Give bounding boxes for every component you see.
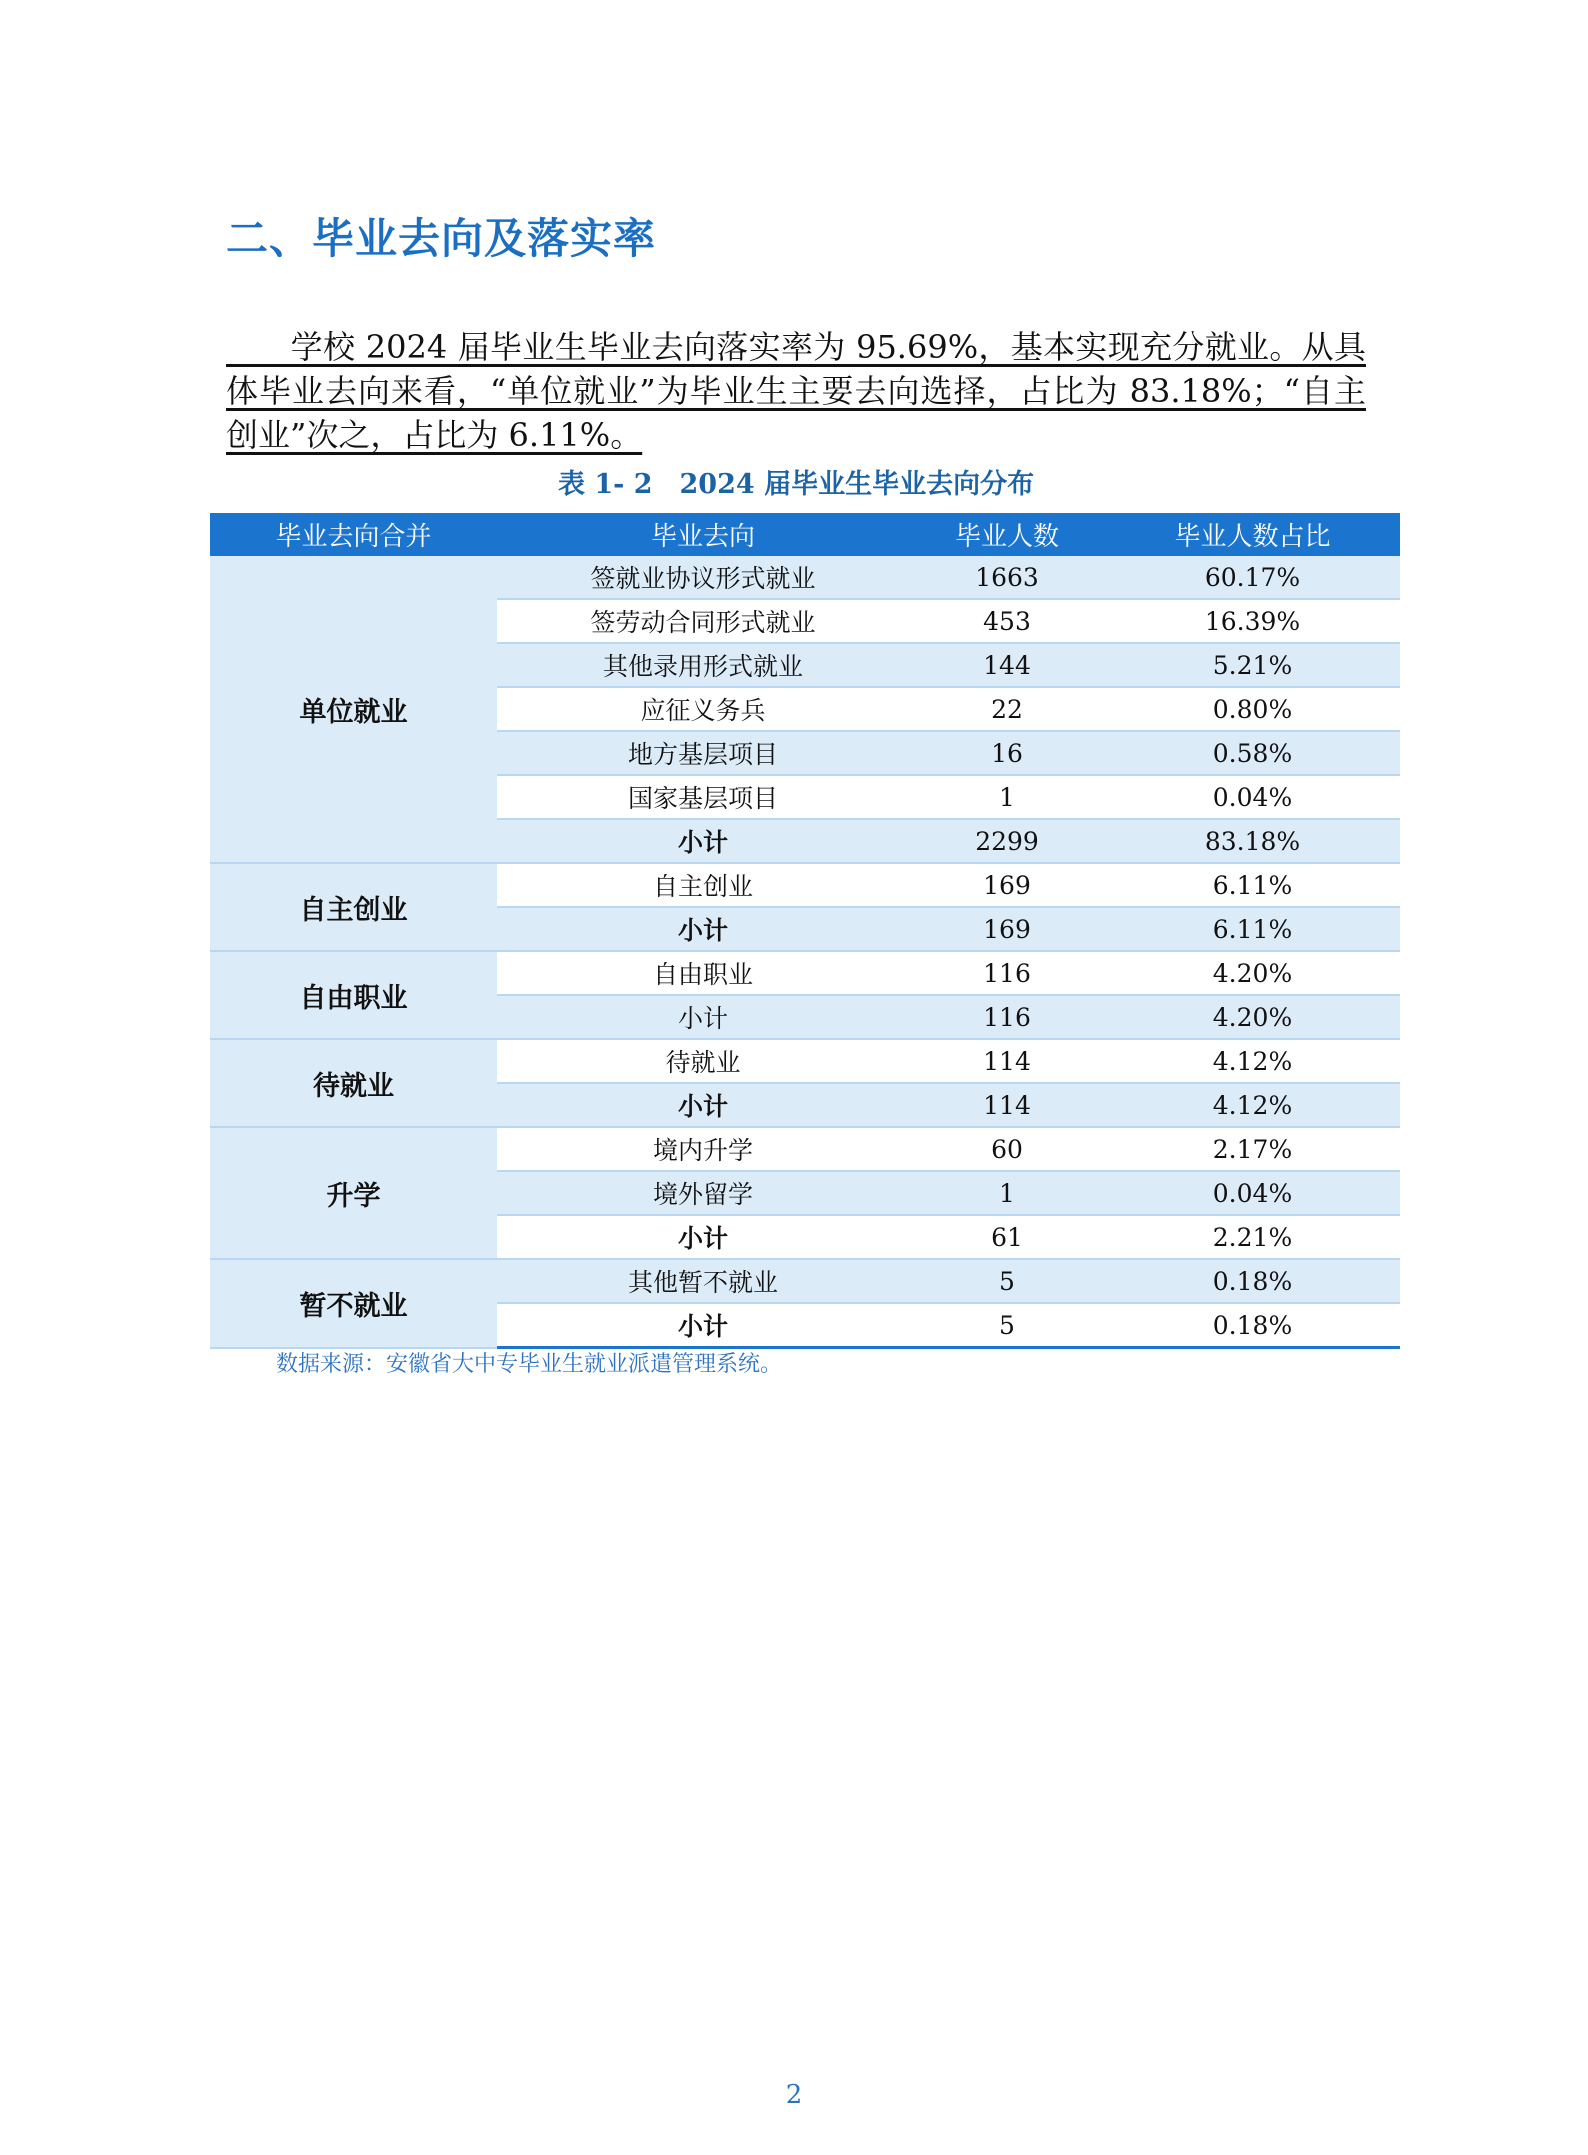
percent-cell: 0.04% [1105,1171,1400,1215]
summary-paragraph: 学校 2024 届毕业生毕业去向落实率为 95.69%，基本实现充分就业。从具体毕业去向来看，“单位就业”为毕业生主要去向选择，占比为 83.18%；“自主创业”次之，占比为 6.11%。 [226,328,1366,454]
destination-cell: 小计 [497,907,909,951]
destination-cell: 国家基层项目 [497,775,909,819]
table-header-row [210,513,1400,556]
count-cell: 5 [909,1259,1105,1303]
destination-cell: 小计 [497,1083,909,1127]
percent-cell: 4.20% [1105,995,1400,1039]
percent-cell: 0.18% [1105,1259,1400,1303]
destination-cell: 境外留学 [497,1171,909,1215]
destination-cell: 小计 [497,1215,909,1259]
count-cell: 169 [909,907,1105,951]
count-cell: 116 [909,951,1105,995]
count-cell: 144 [909,643,1105,687]
table-row [210,1127,1400,1171]
percent-cell: 0.18% [1105,1303,1400,1348]
group-name-cell: 待就业 [210,1039,497,1127]
table-caption: 表 1- 2 2024 届毕业生毕业去向分布 [557,469,1035,500]
destination-cell: 地方基层项目 [497,731,909,775]
percent-cell: 83.18% [1105,819,1400,863]
table-row [210,951,1400,995]
data-source-note: 数据来源：安徽省大中专毕业生就业派遣管理系统。 [276,1352,783,1377]
percent-cell: 0.80% [1105,687,1400,731]
count-cell: 16 [909,731,1105,775]
count-cell: 1 [909,775,1105,819]
percent-cell: 4.12% [1105,1039,1400,1083]
percent-cell: 6.11% [1105,907,1400,951]
destination-cell: 自主创业 [497,863,909,907]
count-cell: 61 [909,1215,1105,1259]
count-cell: 1 [909,1171,1105,1215]
destination-cell: 自由职业 [497,951,909,995]
destination-cell: 小计 [497,1303,909,1348]
percent-cell: 0.58% [1105,731,1400,775]
percent-cell: 60.17% [1105,556,1400,599]
group-name-cell: 单位就业 [210,556,497,863]
section-title: 二、毕业去向及落实率 [226,214,657,263]
percent-cell: 16.39% [1105,599,1400,643]
group-name-cell: 升学 [210,1127,497,1259]
count-cell: 169 [909,863,1105,907]
header-count: 毕业人数 [909,513,1105,556]
count-cell: 5 [909,1303,1105,1348]
group-name-cell: 暂不就业 [210,1259,497,1348]
header-percent: 毕业人数占比 [1105,513,1400,556]
percent-cell: 0.04% [1105,775,1400,819]
destination-cell: 小计 [497,819,909,863]
page-number: 2 [785,2080,803,2110]
percent-cell: 6.11% [1105,863,1400,907]
count-cell: 116 [909,995,1105,1039]
group-name-cell: 自主创业 [210,863,497,951]
table-row [210,1259,1400,1303]
destination-cell: 其他录用形式就业 [497,643,909,687]
count-cell: 60 [909,1127,1105,1171]
header-group: 毕业去向合并 [210,513,497,556]
count-cell: 1663 [909,556,1105,599]
count-cell: 114 [909,1039,1105,1083]
percent-cell: 4.20% [1105,951,1400,995]
destination-cell: 其他暂不就业 [497,1259,909,1303]
destination-cell: 小计 [497,995,909,1039]
percent-cell: 2.21% [1105,1215,1400,1259]
destination-cell: 签就业协议形式就业 [497,556,909,599]
destination-cell: 境内升学 [497,1127,909,1171]
group-name-cell: 自由职业 [210,951,497,1039]
destination-table [210,513,1400,1349]
table-body [210,556,1400,1348]
destination-cell: 签劳动合同形式就业 [497,599,909,643]
count-cell: 22 [909,687,1105,731]
percent-cell: 5.21% [1105,643,1400,687]
table-row [210,556,1400,599]
header-destination: 毕业去向 [497,513,909,556]
percent-cell: 4.12% [1105,1083,1400,1127]
table-row [210,863,1400,907]
table-row [210,1039,1400,1083]
count-cell: 453 [909,599,1105,643]
percent-cell: 2.17% [1105,1127,1400,1171]
destination-cell: 待就业 [497,1039,909,1083]
count-cell: 2299 [909,819,1105,863]
count-cell: 114 [909,1083,1105,1127]
destination-cell: 应征义务兵 [497,687,909,731]
